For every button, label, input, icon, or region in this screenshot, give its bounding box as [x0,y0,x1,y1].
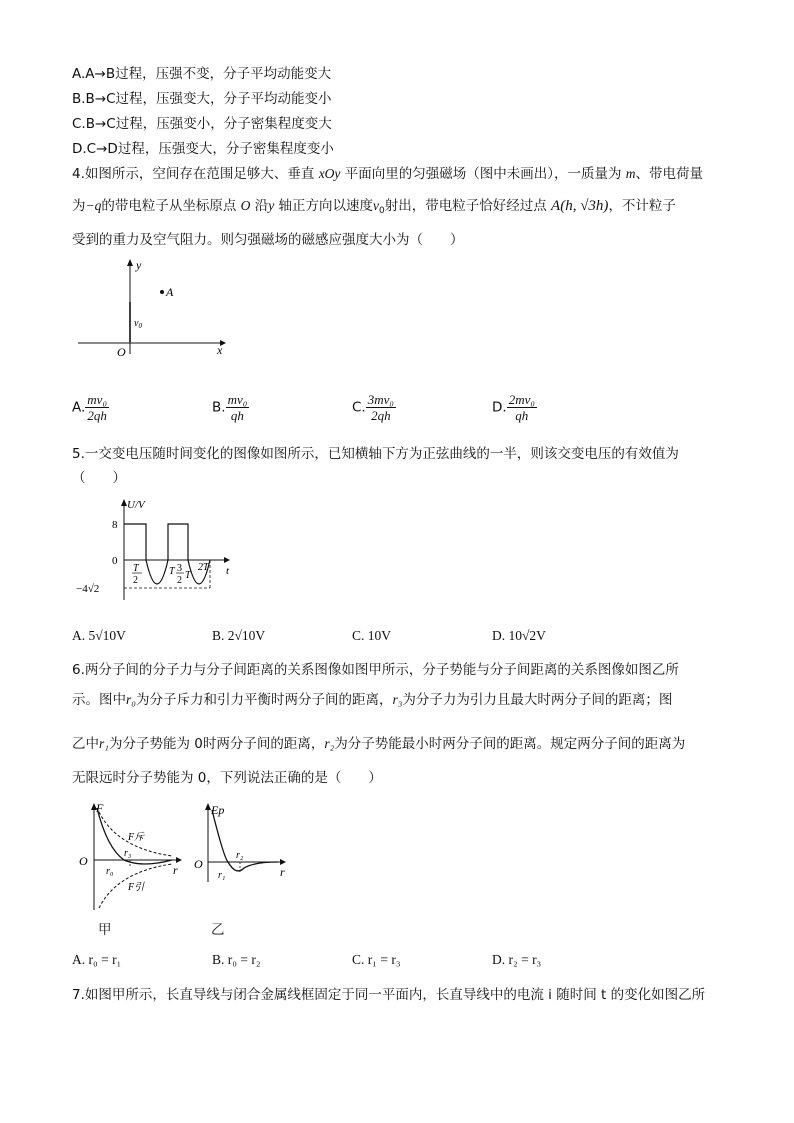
tick-t2-den: 2 [133,575,138,586]
r-axis-label: r [173,863,178,877]
q6-stem-line-1: 6.两分子间的分子力与分子间距离的关系图像如图甲所示，分子势能与分子间距离的关系图像如图乙所 [72,662,679,678]
origin-label: O [194,857,203,871]
u-axis-label: U/V [127,499,145,511]
velocity-label: $v_0$ [134,318,142,330]
q4-stem-line-2: 为−q的带电粒子从坐标原点 O 沿y 轴正方向以速度$v_0$射出，带电粒子恰好经过点 A(h, √3h)，不计粒子 [72,198,676,216]
q6-figure-yi [192,798,292,888]
t-axis-arrow [224,557,230,563]
q5-stem-line-2: （ ） [72,470,126,486]
y-axis-arrow [127,259,133,266]
q5-option-b: B. 2√10V [212,628,266,643]
q6-option-a: A. r₀ = r₁ [72,952,122,967]
bottom-value-label: −4√2 [76,583,100,595]
zero-label: 0 [112,555,118,567]
q6-caption-jia: 甲 [98,922,112,938]
point-a-label: A [166,285,174,299]
q4-option-c: C. $\frac{\text{3mv₀}}{2qh}$ [352,392,394,423]
q3-option-c: C.B→C过程，压强变小，分子密集程度变大 [72,116,332,132]
q6-stem-line-2: 示。图中r₀为分子斥力和引力平衡时两分子间的距离，r₃为分子力为引力且最大时两分子间的距离；图 [72,692,673,708]
q5-option-d: D. 10√2V [492,628,546,643]
half-sine-1 [146,560,168,584]
q6-option-d: D. r₂ = r₃ [492,952,542,967]
q4-stem-line-1: 4.如图所示，空间存在范围足够大、垂直 xOy 平面向里的匀强磁场（图中未画出），一质量为 m、带电荷量 [72,166,704,182]
q4-option-b: B. $\frac{\text{mv₀}}{qh}$ [212,392,248,423]
r1-label: r₁ [218,870,226,881]
q5-stem-line-1: 5.一交变电压随时间变化的图像如图所示，已知横轴下方为正弦曲线的一半，则该交变电压的有效值为 [72,446,679,462]
q4-option-a: A. $\frac{\text{mv₀}}{2qh}$ [72,392,107,423]
origin-label: O [79,854,88,868]
q4-option-d: D. $\frac{\text{2mv₀}}{qh}$ [492,392,535,423]
top-value-label: 8 [112,519,118,531]
q4-stem-line-3: 受到的重力及空气阻力。则匀强磁场的磁感应强度大小为（ ） [72,232,464,248]
q4-figure [72,254,232,364]
q3-option-a: A.A→B过程，压强不变，分子平均动能变大 [72,66,332,82]
q5-option-a: A. 5√10V [72,628,126,643]
r-axis-label: r [280,865,285,879]
tick-3t2-t: T [185,570,191,581]
origin-label: O [117,345,126,359]
tick-t2-num: T [133,563,139,574]
tick-2t-label: 2T [198,562,209,573]
ep-axis-label: Ep [211,803,225,817]
q3-option-d: D.C→D过程，压强变大，分子密集程度变小 [72,141,334,157]
f-repulsive-label: F斥 [128,832,145,843]
q3-option-b: B.B→C过程，压强变大，分子平均动能变小 [72,91,332,107]
f-attractive-label: F引 [128,882,145,893]
q6-option-c: C. r₁ = r₃ [352,952,401,967]
r2-label: r₂ [236,850,244,861]
q6-caption-yi: 乙 [211,922,225,938]
f-axis-label: F [96,801,104,815]
pulse-1 [124,524,146,560]
q6-stem-line-4: 无限远时分子势能为 0，下列说法正确的是（ ） [72,770,382,786]
q6-figure-jia [72,798,187,916]
x-axis-label: x [217,343,223,357]
q5-figure [72,494,242,604]
tick-3t2-den: 2 [177,575,182,586]
q5-option-c: C. 10V [352,628,392,643]
pulse-2 [168,524,188,560]
r0-label: r₀ [106,866,114,877]
tick-3t2-num: 3 [177,563,182,574]
t-axis-label: t [226,565,230,577]
q6-stem-line-3: 乙中r₁为分子势能为 0时两分子间的距离，r₂为分子势能最小时两分子间的距离。规定两分子间的距离为 [72,736,686,752]
y-axis-label: y [136,258,142,272]
q7-stem-line-1: 7.如图甲所示，长直导线与闭合金属线框固定于同一平面内，长直导线中的电流 i 随时间 t 的变化如图乙所 [72,987,706,1003]
point-a-dot [160,290,164,294]
tick-t-label: T [169,566,175,577]
r3-label: r₃ [124,848,132,859]
q6-option-b: B. r₀ = r₂ [212,952,261,967]
